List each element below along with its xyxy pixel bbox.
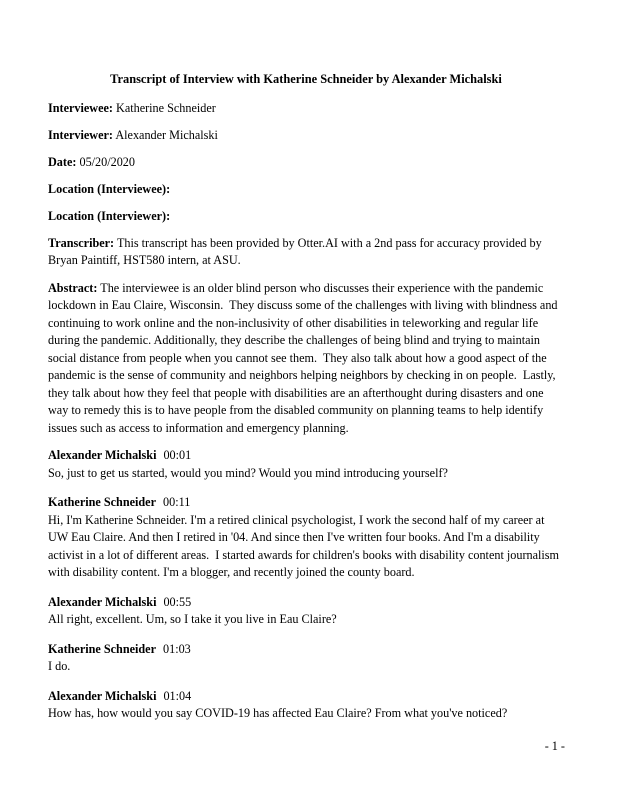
speaker-name: Alexander Michalski xyxy=(48,594,157,609)
abstract-label: Abstract: xyxy=(48,280,98,295)
timestamp: 00:11 xyxy=(163,495,191,509)
abstract-value: The interviewee is an older blind person who discusses their experience with the pandemic lockdown in Eau Claire, Wisconsin. They discuss some of the challenges with living with blindness and continuing to work online and the non-inclusivity of other disabilities in teleworking and regular life during the pandemic. Additionally, they describe the challenges of being blind and trying to maintain social distance from people when you cannot see them. They also talk about how a good aspect of the pandemic is the sense of community and neighbors helping neighbors by checking in on people. Lastly, they talk about how they feel that people with disabilities are an afterthought during disasters and one way to remedy this is to have people from the disabled community on planning teams to help identify issues such as access to information and emergency planning. xyxy=(48,280,561,435)
transcriber-label: Transcriber: xyxy=(48,235,115,250)
entry-header xyxy=(48,594,564,612)
utterance-text: How has, how would you say COVID-19 has affected Eau Claire? From what you've noticed? xyxy=(48,706,508,720)
meta-location-interviewer-label: Location (Interviewer): xyxy=(48,208,171,223)
entry-header xyxy=(48,447,564,465)
transcriber-value: This transcript has been provided by Otter.AI with a 2nd pass for accuracy provided by Bryan Paintiff, HST580 intern, at ASU. xyxy=(48,235,545,267)
transcript-entry xyxy=(48,641,564,676)
speaker-name: Alexander Michalski xyxy=(48,688,157,703)
document-content xyxy=(48,71,564,735)
timestamp: 00:01 xyxy=(163,448,192,462)
meta-location-interviewee xyxy=(48,181,564,199)
utterance-text: I do. xyxy=(48,659,71,673)
meta-date xyxy=(48,154,564,172)
meta-date-value: 05/20/2020 xyxy=(79,154,135,169)
speaker-name: Katherine Schneider xyxy=(48,495,156,509)
timestamp: 01:03 xyxy=(163,641,191,656)
transcript-entry xyxy=(48,447,564,482)
entry-header xyxy=(48,688,564,706)
transcript-entry xyxy=(48,688,564,723)
meta-interviewee-label: Interviewee: xyxy=(48,100,113,115)
page-number: - 1 - xyxy=(544,739,565,753)
entry-header xyxy=(48,494,564,512)
utterance-text: Hi, I'm Katherine Schneider. I'm a retired clinical psychologist, I work the second half of my career at UW Eau Claire. And then I retired in '04. And since then I've written four books. And I'm a disability activist in a lot of different areas. I started awards for children's books with disability content journalism with disability content. I'm a blogger, and recently joined the county board. xyxy=(48,512,563,579)
speaker-name: Katherine Schneider xyxy=(48,641,156,656)
meta-interviewee-value: Katherine Schneider xyxy=(116,100,216,115)
timestamp: 00:55 xyxy=(163,594,192,609)
entry-header xyxy=(48,641,564,659)
transcript-entry xyxy=(48,594,564,629)
utterance-text: So, just to get us started, would you mind? Would you mind introducing yourself? xyxy=(48,465,448,480)
meta-interviewer xyxy=(48,127,564,145)
timestamp: 01:04 xyxy=(163,688,192,703)
meta-interviewee xyxy=(48,100,564,118)
speaker-name: Alexander Michalski xyxy=(48,448,157,462)
meta-interviewer-value: Alexander Michalski xyxy=(115,127,218,142)
meta-location-interviewer xyxy=(48,208,564,226)
meta-date-label: Date: xyxy=(48,154,77,169)
utterance-text: All right, excellent. Um, so I take it you live in Eau Claire? xyxy=(48,612,337,626)
meta-location-interviewee-label: Location (Interviewee): xyxy=(48,181,171,196)
meta-interviewer-label: Interviewer: xyxy=(48,127,113,142)
document-title: Transcript of Interview with Katherine Schneider by Alexander Michalski xyxy=(110,72,502,86)
abstract-paragraph xyxy=(48,280,564,438)
transcript-entry xyxy=(48,494,564,582)
transcriber-paragraph xyxy=(48,235,564,270)
